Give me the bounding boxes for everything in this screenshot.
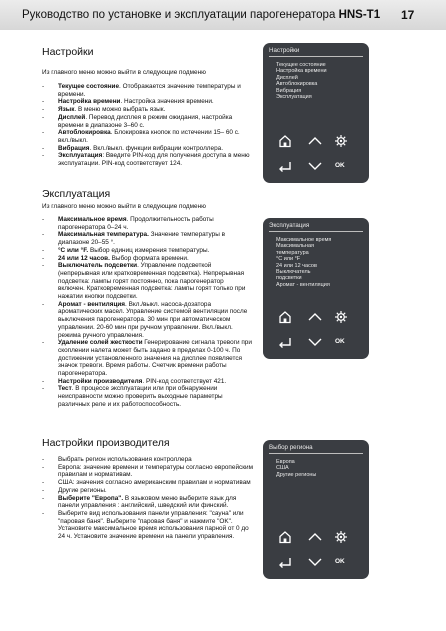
panel-title: Эксплуатация (269, 222, 363, 232)
item-term: Дисплей (58, 113, 86, 121)
item-text: . В процессе эксплуатации или при обнаружении неисправности можно проверить выходные параметры различных реле и их работоспособность. (58, 385, 223, 408)
panel-menu-item[interactable]: Эксплуатация (276, 94, 312, 101)
home-icon (277, 311, 293, 328)
back-button[interactable] (277, 159, 293, 173)
list-item (42, 114, 252, 129)
panel-menu (276, 459, 316, 478)
item-text: . Вкл./выкл. функции вибрации контроллера. (89, 144, 223, 152)
item-text: . Блокировка кнопок по истечении 15– 60 с. вкл./выкл. (58, 129, 240, 144)
list-item (42, 339, 252, 378)
gear-icon (333, 135, 349, 152)
panel-menu-item[interactable]: Выключатель (276, 269, 311, 276)
panel-menu-item[interactable]: Европа (276, 459, 295, 465)
panel-menu-item[interactable]: 24 или 12 часов (276, 262, 317, 269)
chevron-down-icon (307, 556, 323, 573)
item-text: . Управление подсветкой (непрерывная или кратковременная подсветка). Непрерывная подсветка: лампы горят постоянно, пока парогенератор включен. Кратковременная подсветка: лампы горят только при нажатии кнопки подсветки. (58, 262, 246, 301)
item-term: Настройки производителя (58, 377, 143, 385)
ok-button[interactable]: OK (335, 338, 345, 345)
panel-menu-item[interactable]: Дисплей (276, 74, 298, 81)
item-term: Эксплуатация (58, 152, 103, 160)
item-text: Значение температуры в диапазоне 20–55 °. (58, 231, 225, 247)
list-item (42, 456, 254, 464)
item-term: Выберите "Европа". (58, 494, 124, 502)
list-item (42, 247, 252, 255)
panel-title: Настройки (269, 47, 363, 57)
settings-button[interactable] (333, 134, 349, 148)
item-term: Удаление солей жесткости (58, 339, 143, 347)
settings-button[interactable] (333, 530, 349, 544)
panel-menu-item[interactable]: Другие регионы (276, 471, 317, 478)
chevron-down-icon (307, 336, 323, 353)
panel-menu-item[interactable]: Автоблокировка (276, 81, 318, 88)
panel-menu-item[interactable]: Аромат - вентиляция (276, 281, 330, 288)
down-button[interactable] (307, 335, 323, 349)
list-item (42, 231, 252, 246)
ok-button[interactable]: OK (335, 162, 345, 169)
panel-title: Выбор региона (269, 444, 363, 454)
list-item (42, 301, 252, 340)
item-term: Аромат - вентиляция (58, 300, 126, 308)
item-term: Максимальная температура. (58, 231, 149, 239)
home-button[interactable] (277, 134, 293, 148)
down-button[interactable] (307, 555, 323, 569)
item-text: Выберите вид использования панели управления: "сауна" или "паровая баня". Выберите "паровая баня" и нажмите "OK". Установите максимальное время использования парной от 0 до 24 ч. Установите значение времени на панели управления. (58, 509, 249, 541)
back-button[interactable] (277, 335, 293, 349)
control-panel-operation (263, 218, 369, 359)
item-term: Вибрация (58, 144, 90, 152)
panel-menu-item[interactable]: Максимальная (276, 243, 314, 250)
section-intro: Из главного меню можно выйти в следующие подменю (42, 69, 206, 76)
up-button[interactable] (307, 530, 323, 544)
settings-list (42, 83, 252, 168)
list-item (42, 98, 252, 106)
list-item (42, 152, 252, 167)
chevron-down-icon (307, 160, 323, 177)
list-item (42, 479, 254, 487)
panel-menu-item[interactable]: температура (276, 249, 309, 256)
operation-list (42, 216, 252, 409)
panel-menu-item[interactable]: США (276, 465, 289, 472)
chevron-up-icon (307, 531, 323, 548)
item-text: Другие регионы. (58, 486, 107, 494)
item-term: 24 или 12 часов. (58, 254, 110, 262)
item-text: Выбрать регион использования контроллера (58, 456, 192, 463)
back-arrow-icon (277, 336, 293, 353)
settings-button[interactable] (333, 310, 349, 324)
panel-menu-item[interactable]: Текущее состояние (276, 62, 326, 68)
back-button[interactable] (277, 555, 293, 569)
panel-menu-item[interactable]: Вибрация (276, 87, 302, 94)
gear-icon (333, 311, 349, 328)
list-item (42, 464, 254, 479)
up-button[interactable] (307, 310, 323, 324)
item-text: . PIN-код соответствует 421. (142, 377, 227, 385)
item-text: Выбор единиц измерения температуры. (88, 246, 210, 254)
section-title-operation: Эксплуатация (42, 188, 111, 200)
item-text: Выбор формата времени. (109, 254, 189, 262)
up-button[interactable] (307, 134, 323, 148)
list-item (42, 385, 252, 408)
section-intro: Из главного меню можно выйти в следующие подменю (42, 203, 206, 210)
page-number: 17 (401, 8, 415, 22)
list-item (42, 216, 252, 231)
list-item (42, 510, 254, 541)
home-icon (277, 531, 293, 548)
chevron-up-icon (307, 311, 323, 328)
item-text: В языковом меню выберите язык для панели управления : английский, шведский или финский. (58, 494, 237, 510)
home-icon (277, 135, 293, 152)
back-arrow-icon (277, 160, 293, 177)
item-term: °C или °F. (58, 246, 89, 254)
ok-button[interactable]: OK (335, 558, 345, 565)
list-item (42, 495, 254, 510)
item-text: . В меню можно выбрать язык. (74, 106, 166, 114)
gear-icon (333, 531, 349, 548)
panel-menu-item[interactable]: Настройка времени (276, 68, 327, 75)
item-text: . Продолжительность работы парогенератора 0–24 ч. (58, 216, 214, 231)
item-term: Текущее состояние (58, 83, 120, 90)
list-item (42, 145, 252, 153)
item-text: : Введите PIN-код для получения доступа в меню эксплуатации. PIN-код соответствует 124. (58, 152, 250, 168)
item-term: Автоблокировка (58, 129, 111, 137)
list-item (42, 262, 252, 301)
panel-menu-item[interactable]: подсветки (276, 275, 302, 282)
panel-menu-item[interactable]: Максимальное время (276, 237, 332, 243)
item-text: Генерирование сигнала тревоги при скоплении налета может быть задано в пределах 0-100 ч. По достижении установленного значения на дисплее появляется значок тревоги. Время работы. Счетчик времени работы парогенератора. (58, 339, 252, 378)
control-panel-settings (263, 43, 369, 183)
manufacturer-list (42, 456, 254, 541)
control-panel-region (263, 440, 369, 579)
item-text: Европа: значение времени и температуры согласно европейским правилам и нормативам. (58, 463, 253, 479)
item-text: . Настройка значения времени. (120, 98, 214, 106)
chevron-up-icon (307, 135, 323, 152)
item-text: . Отображается значение температуры и времени. (58, 83, 241, 98)
item-term: Выключатель подсветки (58, 262, 138, 270)
list-item (42, 106, 252, 114)
item-text: . Вкл./выкл. насоса-дозатора ароматических масел. Управление системой вентиляции после выключения парогенератора. 30 мин при автоматическом управлении. 20-60 мин при ручном управлении. Вкл./выкл. режима ручного управления. (58, 300, 248, 339)
item-term: Язык (58, 106, 75, 114)
item-text: . Перевод дисплея в режим ожидания, настройка времени в диапазоне 3–60 с. (58, 113, 233, 129)
panel-menu (276, 237, 331, 288)
panel-menu (276, 62, 327, 100)
page-header (0, 0, 446, 30)
down-button[interactable] (307, 159, 323, 173)
home-button[interactable] (277, 530, 293, 544)
back-arrow-icon (277, 556, 293, 573)
item-term: Тест (58, 385, 72, 393)
item-term: Максимальное время (58, 216, 127, 223)
document-title: Руководство по установке и эксплуатации парогенератора HNS-T1 (22, 9, 381, 21)
list-item (42, 129, 252, 144)
section-title-manufacturer: Настройки производителя (42, 437, 170, 449)
item-term: Настройка времени (58, 98, 121, 106)
item-text: США: значения согласно американским правилам и нормативам (58, 479, 251, 487)
panel-menu-item[interactable]: °C или °F (276, 256, 301, 263)
list-item (42, 487, 254, 495)
list-item (42, 83, 252, 98)
section-title-settings: Настройки (42, 46, 94, 58)
home-button[interactable] (277, 310, 293, 324)
